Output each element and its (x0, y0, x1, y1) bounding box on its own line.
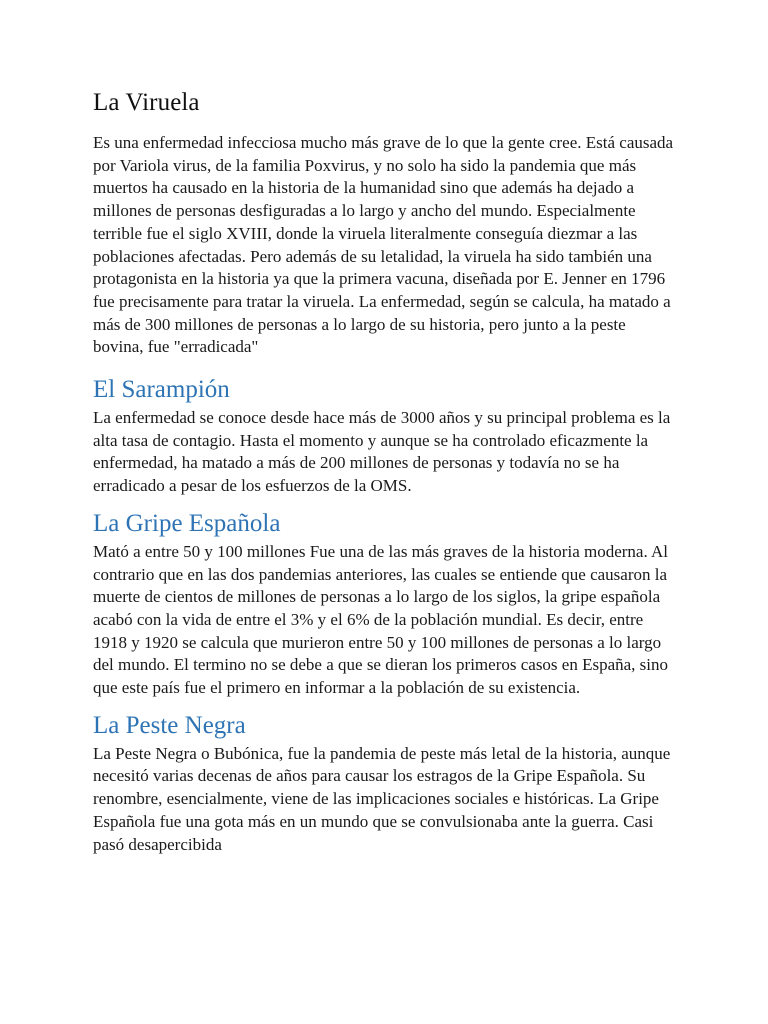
section-peste-negra-heading: La Peste Negra (93, 711, 246, 739)
section-gripe-espanola (93, 508, 675, 700)
section-sarampion-heading: El Sarampión (93, 376, 230, 404)
section-viruela-body: Es una enfermedad infecciosa mucho más grave de lo que la gente cree. Está causada por Variola virus, de la familia Poxvirus, y no solo ha sido la pandemia que más muertos ha causado en la historia de la humanidad sino que además ha dejado a millones de personas desfiguradas a lo largo y ancho del mundo. Especialmente terrible fue el siglo XVIII, donde la viruela literalmente conseguía diezmar a las poblaciones afectadas. Pero además de su letalidad, la viruela ha sido también una protagonista en la historia ya que la primera vacuna, diseñada por E. Jenner en 1796 fue precisamente para tratar la viruela. La enfermedad, según se calcula, ha matado a más de 300 millones de personas a lo largo de su historia, pero junto a la peste bovina, fue "erradicada" (93, 133, 674, 357)
section-gripe-espanola-heading: La Gripe Española (93, 509, 281, 537)
section-viruela (93, 132, 675, 359)
document-title: La Viruela (93, 89, 200, 116)
section-peste-negra (93, 710, 675, 857)
section-gripe-espanola-body: Mató a entre 50 y 100 millones Fue una de las más graves de la historia moderna. Al contrario que en las dos pandemias anteriores, las cuales se entiende que causaron la muerte de cientos de millones de personas a lo largo de los siglos, la gripe española acabó con la vida de entre el 3% y el 6% de la población mundial. Es decir, entre 1918 y 1920 se calcula que murieron entre 50 y 100 millones de personas a lo largo del mundo. El termino no se debe a que se dieran los primeros casos en España, sino que este país fue el primero en informar a la población de su existencia. (93, 541, 669, 698)
section-sarampion-body: La enfermedad se conoce desde hace más de 3000 años y su principal problema es la alta tasa de contagio. Hasta el momento y aunque se ha controlado eficazmente la enfermedad, ha matado a más de 200 millones de personas y todavía no se ha erradicado a pesar de los esfuerzos de la OMS. (93, 408, 671, 496)
section-peste-negra-body: La Peste Negra o Bubónica, fue la pandemia de peste más letal de la historia, aunque necesitó varias decenas de años para causar los estragos de la Gripe Española. Su renombre, esencialmente, viene de las implicaciones sociales e históricas. La Gripe Española fue una gota más en un mundo que se convulsionaba ante la guerra. Casi pasó desapercibida (93, 743, 671, 854)
section-sarampion (93, 374, 675, 498)
